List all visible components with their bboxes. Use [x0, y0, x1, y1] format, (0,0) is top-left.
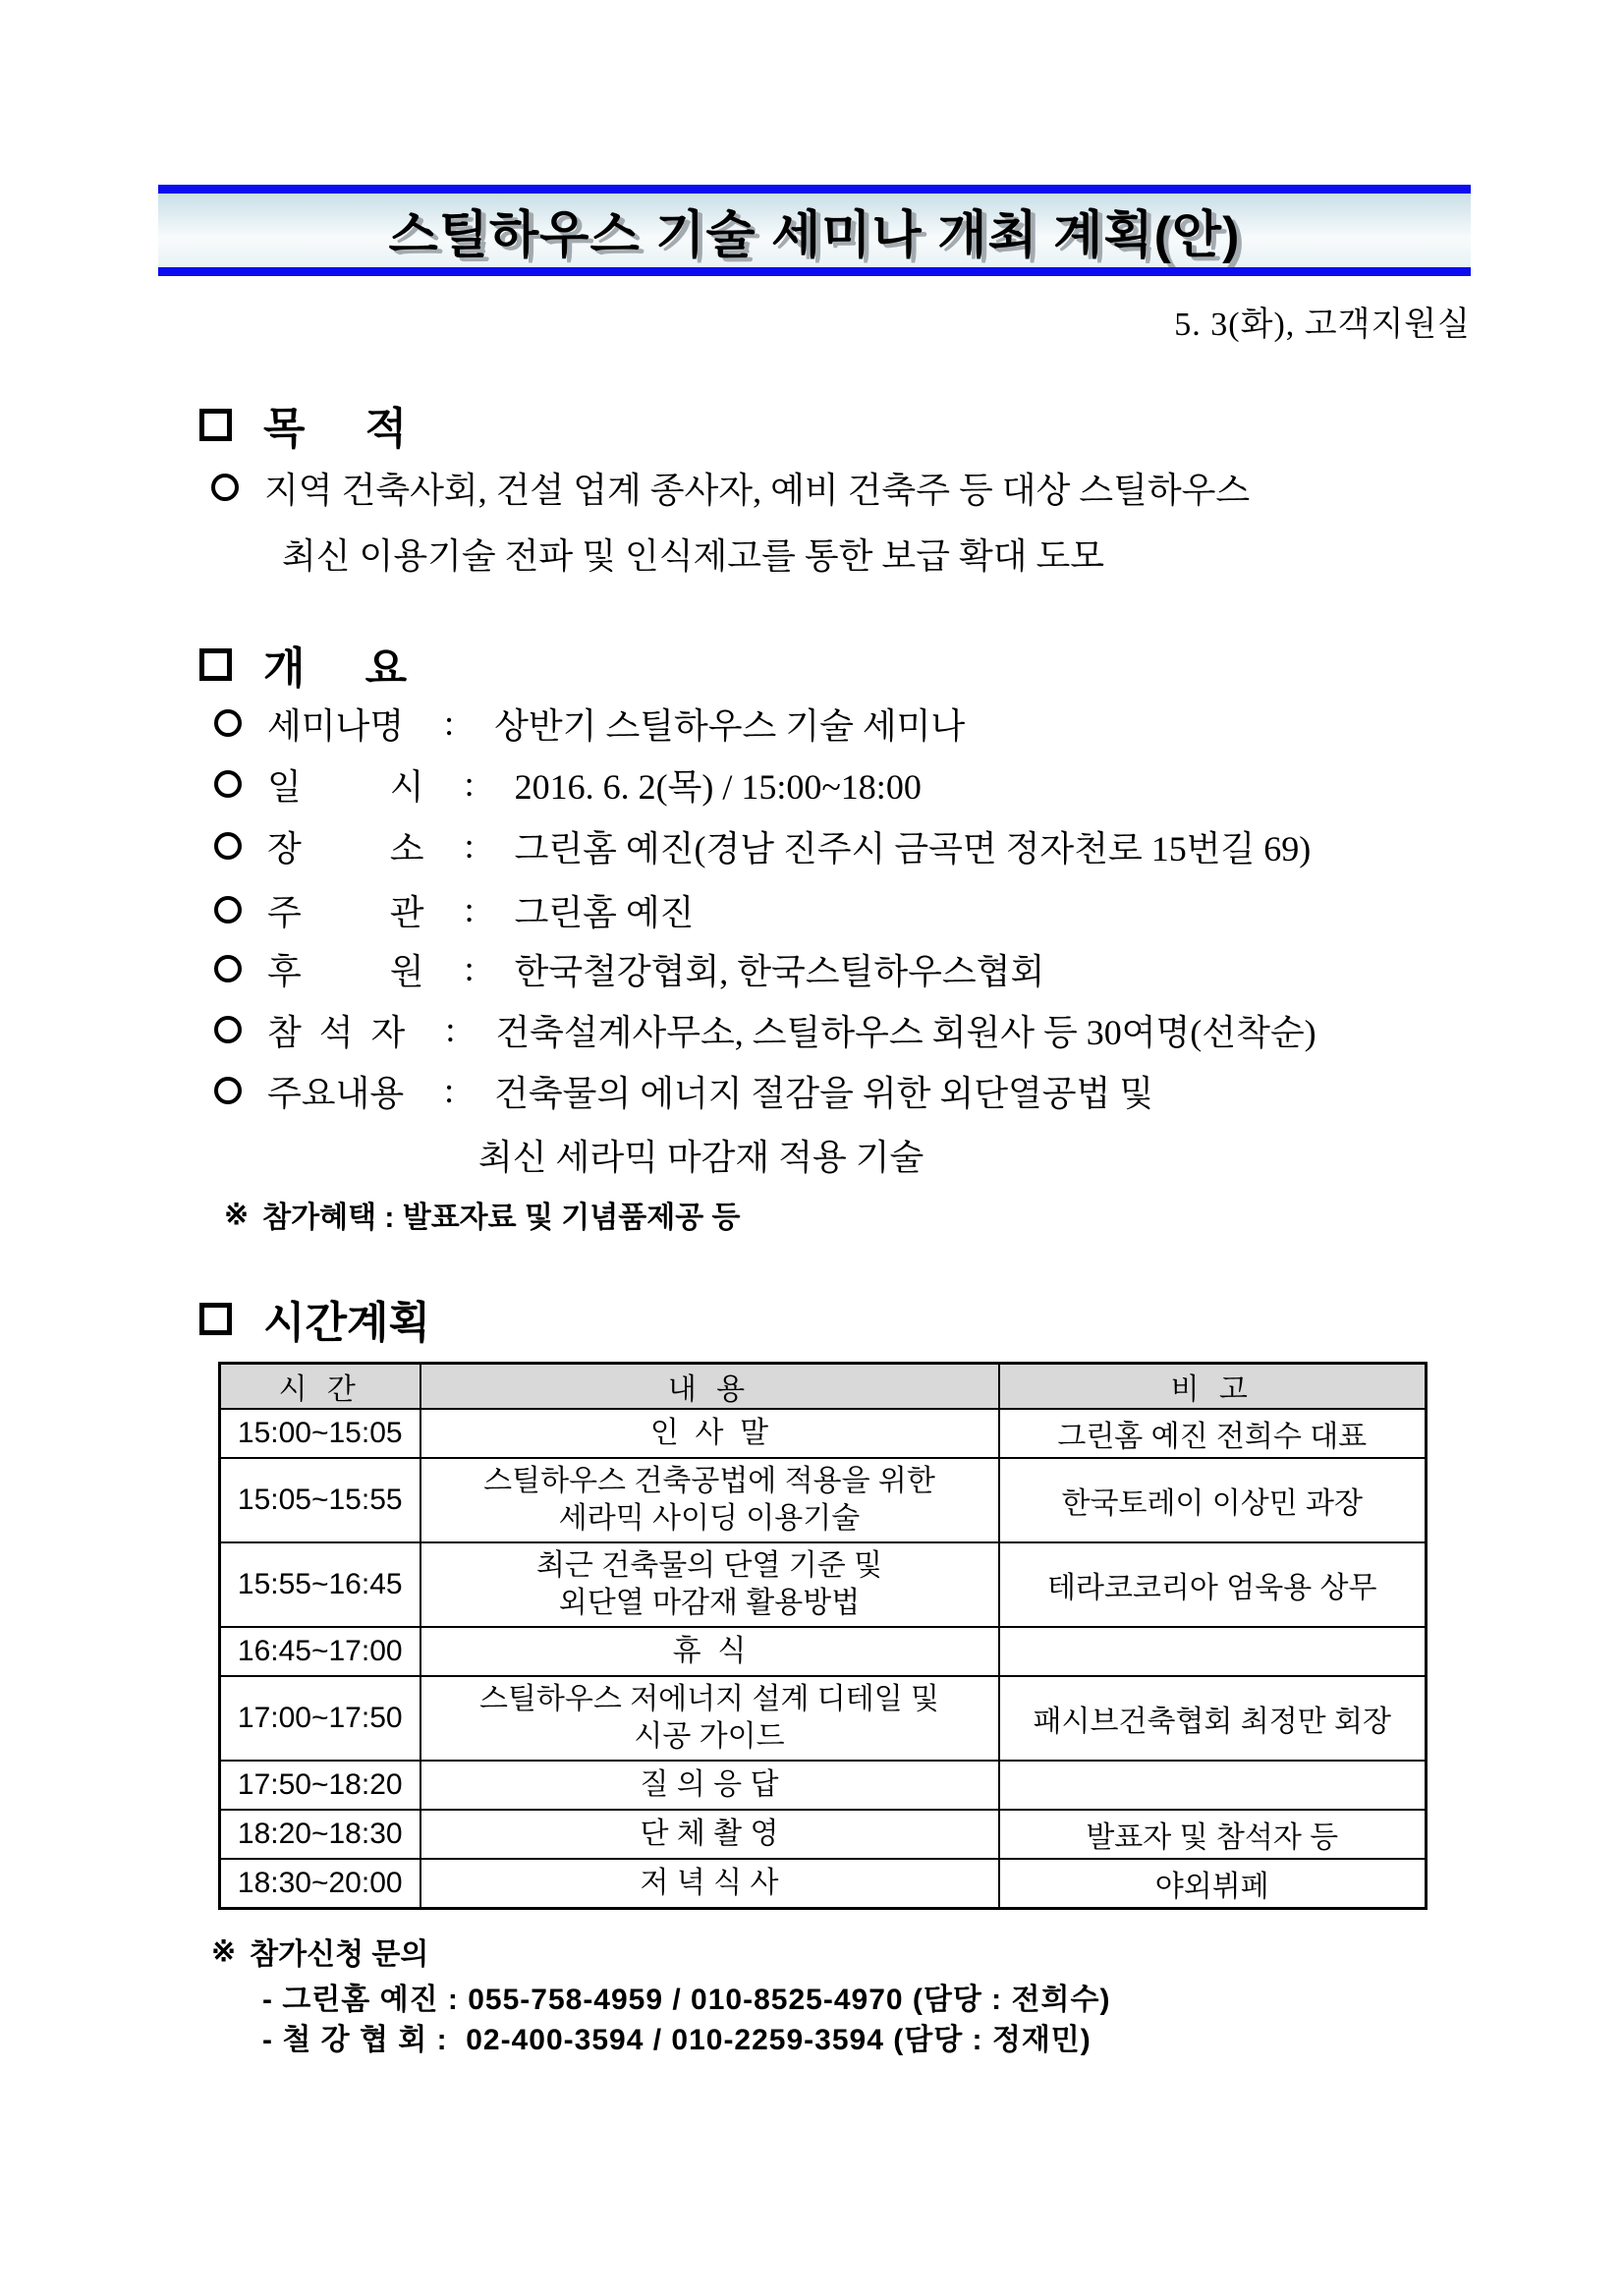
circle-bullet-icon	[214, 1016, 242, 1043]
reference-mark-icon: ※	[224, 1198, 250, 1231]
square-bullet-icon	[199, 648, 232, 681]
content-cell	[420, 1458, 999, 1542]
banner-bottom-rule	[158, 267, 1471, 276]
table-row	[220, 1810, 1427, 1859]
item-value: 건축물의 에너지 절감을 위한 외단열공법 및	[494, 1073, 1154, 1113]
table-row	[220, 1542, 1427, 1627]
content-cell	[420, 1761, 999, 1810]
note-cell	[999, 1761, 1427, 1810]
item-label: 주 관	[267, 892, 424, 932]
content-line: 세라믹 사이딩 이용기술	[558, 1502, 861, 1535]
note-cell: 야외뷔페	[999, 1859, 1427, 1908]
content-line: 스틸하우스 건축공법에 적용을 위한	[483, 1465, 935, 1497]
col-header-content: 내 용	[420, 1364, 999, 1410]
document-title: 스틸하우스 기술 세미나 개최 계획(안)	[388, 207, 1241, 264]
colon-separator: :	[464, 764, 475, 804]
purpose-line-2: 최신 이용기술 전파 및 인식제고를 통한 보급 확대 도모	[282, 536, 1105, 576]
content-cell	[420, 1627, 999, 1676]
date-department-line: 5. 3(화), 고객지원실	[1174, 307, 1471, 343]
benefit-note	[224, 1193, 741, 1236]
table-row	[220, 1761, 1427, 1810]
content-line: 시공 가이드	[634, 1720, 785, 1753]
overview-item-place	[214, 824, 1311, 868]
content-cell	[420, 1542, 999, 1627]
item-value: 건축설계사무소, 스틸하우스 회원사 등 30여명(선착순)	[495, 1012, 1316, 1052]
colon-separator: :	[464, 826, 475, 866]
time-cell: 15:55~16:45	[220, 1542, 420, 1627]
item-label: 세미나명	[267, 705, 405, 746]
overview-item-sponsor	[214, 947, 1044, 990]
reference-mark-icon: ※	[211, 1934, 237, 1968]
item-label: 참 석 자	[267, 1012, 406, 1052]
contact-line-greenhome: - 그린홈 예진 : 055-758-4959 / 010-8525-4970 (담당 : 전희수)	[262, 1984, 1111, 2016]
content-line: 인 사 말	[649, 1417, 769, 1449]
schedule-table-head	[220, 1364, 1427, 1410]
contact-heading	[211, 1930, 428, 1973]
overview-item-attendees	[214, 1008, 1316, 1051]
item-value: 상반기 스틸하우스 기술 세미나	[494, 705, 966, 746]
circle-bullet-icon	[214, 709, 242, 737]
colon-separator: :	[464, 949, 475, 988]
overview-heading-text: 개 요	[263, 644, 408, 693]
note-cell: 한국토레이 이상민 과장	[999, 1458, 1427, 1542]
time-cell: 15:00~15:05	[220, 1409, 420, 1458]
circle-bullet-icon	[214, 1077, 242, 1104]
schedule-table	[218, 1362, 1428, 1910]
note-cell	[999, 1627, 1427, 1676]
content-line: 최근 건축물의 단열 기준 및	[535, 1549, 883, 1582]
title-banner	[158, 185, 1471, 276]
banner-gradient-panel	[158, 194, 1471, 267]
table-row	[220, 1859, 1427, 1908]
section-heading-purpose	[199, 393, 407, 456]
item-label: 장 소	[267, 828, 424, 868]
note-cell: 패시브건축협회 최정만 회장	[999, 1676, 1427, 1761]
benefit-note-text: 참가혜택 : 발표자료 및 기념품제공 등	[262, 1202, 741, 1234]
colon-separator: :	[445, 1010, 456, 1049]
item-value: 그린홈 예진(경남 진주시 금곡면 정자천로 15번길 69)	[514, 828, 1312, 868]
overview-item-host	[214, 888, 694, 931]
note-cell: 발표자 및 참석자 등	[999, 1810, 1427, 1859]
content-line: 외단열 마감재 활용방법	[558, 1587, 861, 1619]
circle-bullet-icon	[214, 832, 242, 860]
item-value: 그린홈 예진	[514, 892, 695, 932]
colon-separator: :	[444, 703, 455, 743]
header-row	[220, 1364, 1427, 1410]
circle-bullet-icon	[214, 770, 242, 798]
schedule-heading-text: 시간계획	[263, 1299, 431, 1347]
content-cell	[420, 1810, 999, 1859]
overview-item-datetime	[214, 762, 922, 806]
note-cell: 그린홈 예진 전희수 대표	[999, 1409, 1427, 1458]
item-label: 후 원	[267, 951, 424, 991]
square-bullet-icon	[199, 409, 232, 441]
content-cell	[420, 1676, 999, 1761]
contact-line-steel-association: - 철 강 협 회 : 02-400-3594 / 010-2259-3594 (담당 : 정재민)	[262, 2024, 1092, 2056]
time-cell: 18:20~18:30	[220, 1810, 420, 1859]
time-cell: 16:45~17:00	[220, 1627, 420, 1676]
table-row	[220, 1458, 1427, 1542]
purpose-line-1-text: 지역 건축사회, 건설 업계 종사자, 예비 건축주 등 대상 스틸하우스	[264, 470, 1251, 510]
content-line: 휴 식	[672, 1635, 747, 1667]
circle-bullet-icon	[214, 955, 242, 982]
circle-bullet-icon	[211, 474, 239, 501]
note-cell: 테라코코리아 엄욱용 상무	[999, 1542, 1427, 1627]
colon-separator: :	[464, 890, 475, 929]
content-line: 단 체 촬 영	[640, 1818, 779, 1850]
schedule-table-body	[220, 1409, 1427, 1908]
time-cell: 17:00~17:50	[220, 1676, 420, 1761]
item-label: 일 시	[267, 766, 424, 807]
table-row	[220, 1676, 1427, 1761]
item-value: 한국철강협회, 한국스틸하우스협회	[514, 951, 1045, 991]
content-line: 스틸하우스 저에너지 설계 디테일 및	[478, 1683, 940, 1715]
time-cell: 18:30~20:00	[220, 1859, 420, 1908]
section-heading-overview	[199, 633, 407, 696]
time-cell: 17:50~18:20	[220, 1761, 420, 1810]
colon-separator: :	[444, 1071, 455, 1110]
col-header-time: 시 간	[220, 1364, 420, 1410]
col-header-note: 비 고	[999, 1364, 1427, 1410]
content-line: 저 녁 식 사	[640, 1866, 779, 1899]
circle-bullet-icon	[214, 896, 242, 924]
item-label: 주요내용	[267, 1073, 405, 1113]
main-content-continuation: 최신 세라믹 마감재 적용 기술	[478, 1138, 924, 1177]
section-heading-schedule	[199, 1287, 430, 1350]
overview-item-main-content	[214, 1069, 1153, 1112]
item-value: 2016. 6. 2(목) / 15:00~18:00	[514, 766, 922, 807]
square-bullet-icon	[199, 1303, 232, 1335]
time-cell: 15:05~15:55	[220, 1458, 420, 1542]
banner-top-rule	[158, 185, 1471, 194]
table-row	[220, 1409, 1427, 1458]
content-cell	[420, 1859, 999, 1908]
content-cell	[420, 1409, 999, 1458]
schedule-table-container	[218, 1362, 1425, 1910]
content-line: 질 의 응 답	[640, 1768, 779, 1801]
purpose-line-1	[211, 466, 1250, 509]
purpose-heading-text: 목 적	[263, 405, 408, 453]
overview-item-seminar-name	[214, 701, 965, 745]
table-row	[220, 1627, 1427, 1676]
contact-heading-text: 참가신청 문의	[250, 1938, 429, 1971]
